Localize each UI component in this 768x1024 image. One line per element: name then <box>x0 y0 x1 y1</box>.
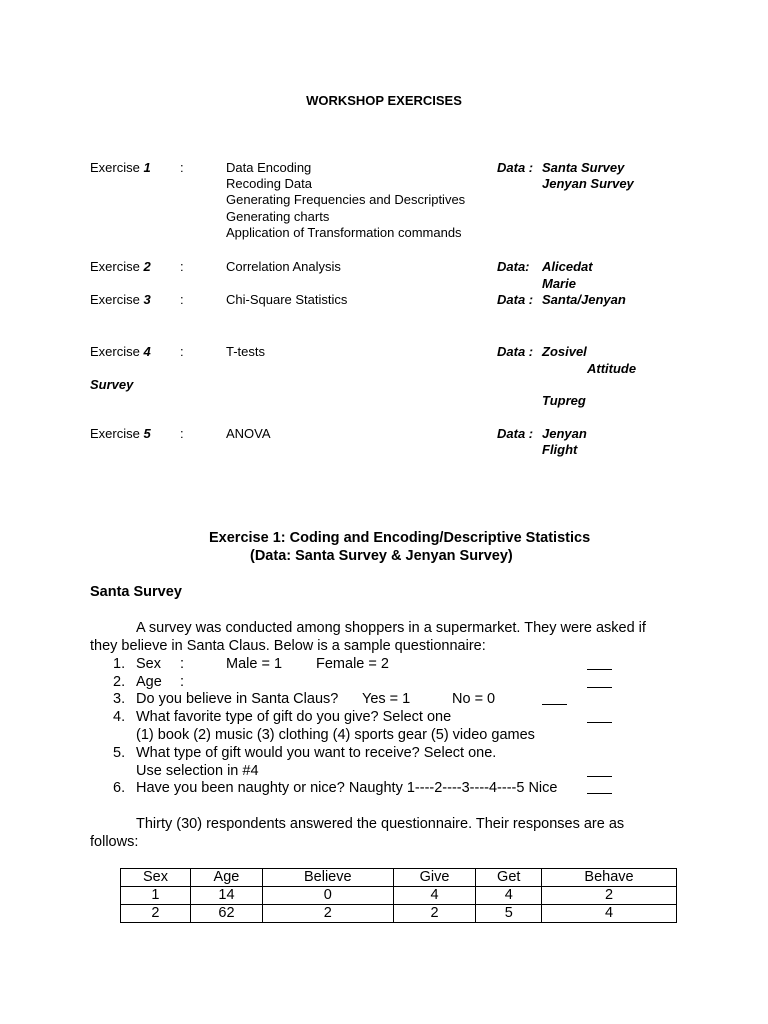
exercise-1-topic: Recoding Data <box>226 176 312 191</box>
table-cell: 1 <box>121 887 191 905</box>
exercise-1-colon: : <box>180 160 184 175</box>
responses-paragraph-line: follows: <box>90 834 139 850</box>
table-cell: 62 <box>190 905 262 923</box>
exercise-5-data: Flight <box>542 442 578 457</box>
table-cell: 5 <box>476 905 542 923</box>
question-option: No = 0 <box>452 691 496 707</box>
responses-table <box>120 868 677 923</box>
survey-title: Santa Survey <box>90 584 182 600</box>
table-cell: 0 <box>263 887 394 905</box>
question-option: Male = 1 <box>226 656 283 672</box>
question-number: 3. <box>113 691 126 707</box>
question-text: : <box>180 656 185 672</box>
table-cell: 14 <box>190 887 262 905</box>
question-option: Yes = 1 <box>362 691 411 707</box>
exercise-1-data: Jenyan Survey <box>542 176 634 191</box>
exercise-2-data: Marie <box>542 276 576 291</box>
column-header: Give <box>393 869 476 887</box>
table-cell: 2 <box>542 887 677 905</box>
exercise-2-colon: : <box>180 259 184 274</box>
exercise-3-colon: : <box>180 292 184 307</box>
question-text: What type of gift would you want to receive? Select one. <box>136 745 497 761</box>
answer-blank <box>587 710 612 723</box>
exercise-4-colon: : <box>180 344 184 359</box>
section-heading: Exercise 1: Coding and Encoding/Descriptive Statistics <box>209 530 591 546</box>
exercise-2-data: Alicedat <box>542 259 593 274</box>
table-header-row <box>121 869 677 887</box>
column-header: Behave <box>542 869 677 887</box>
question-text: Have you been naughty or nice? Naughty 1----2----3----4----5 Nice <box>136 780 558 796</box>
question-number: 5. <box>113 745 126 761</box>
exercise-4-data: Survey <box>90 377 134 392</box>
question-text: Sex <box>136 656 161 672</box>
answer-blank <box>587 764 612 777</box>
table-cell: 2 <box>393 905 476 923</box>
exercise-2-topic: Correlation Analysis <box>226 259 341 274</box>
exercise-4-data: Attitude <box>587 361 637 376</box>
exercise-2-data-label: Data: <box>497 259 530 274</box>
table-cell: 2 <box>121 905 191 923</box>
exercise-3-data-label: Data : <box>497 292 534 307</box>
question-number: 6. <box>113 780 126 796</box>
question-text: Do you believe in Santa Claus? <box>136 691 339 707</box>
exercise-5-topic: ANOVA <box>226 426 271 441</box>
exercise-3-topic: Chi-Square Statistics <box>226 292 348 307</box>
table-cell: 4 <box>393 887 476 905</box>
exercise-3-data: Santa/Jenyan <box>542 292 626 307</box>
question-number: 2. <box>113 674 126 690</box>
answer-blank <box>587 781 612 794</box>
intro-paragraph-line: they believe in Santa Claus. Below is a sample questionnaire: <box>90 638 486 654</box>
exercise-1-topic: Generating charts <box>226 209 330 224</box>
question-text: What favorite type of gift do you give? Select one <box>136 709 452 725</box>
table-cell: 4 <box>542 905 677 923</box>
table-cell: 2 <box>263 905 394 923</box>
exercise-4-data: Tupreg <box>542 393 586 408</box>
exercise-2-label: Exercise 2 <box>90 259 151 274</box>
exercise-4-topic: T-tests <box>226 344 266 359</box>
question-options: (1) book (2) music (3) clothing (4) sports gear (5) video games <box>136 727 535 743</box>
column-header: Sex <box>121 869 191 887</box>
question-text: Use selection in #4 <box>136 763 259 779</box>
exercise-5-label: Exercise 5 <box>90 426 151 441</box>
exercise-5-data-label: Data : <box>497 426 534 441</box>
table-cell: 4 <box>476 887 542 905</box>
exercise-4-data: Zosivel <box>542 344 587 359</box>
table-row <box>121 887 677 905</box>
exercise-5-colon: : <box>180 426 184 441</box>
answer-blank <box>542 692 567 705</box>
question-text: : <box>180 674 185 690</box>
exercise-3-label: Exercise 3 <box>90 292 151 307</box>
exercise-1-topic: Generating Frequencies and Descriptives <box>226 192 466 207</box>
column-header: Age <box>190 869 262 887</box>
responses-paragraph-line: Thirty (30) respondents answered the questionnaire. Their responses are as <box>136 816 625 832</box>
answer-blank <box>587 657 612 670</box>
table-row <box>121 905 677 923</box>
column-header: Get <box>476 869 542 887</box>
intro-paragraph-line: A survey was conducted among shoppers in a supermarket. They were asked if <box>136 620 646 636</box>
question-option: Female = 2 <box>316 656 389 672</box>
exercise-1-topic: Application of Transformation commands <box>226 225 462 240</box>
section-subheading: (Data: Santa Survey & Jenyan Survey) <box>250 548 513 564</box>
exercise-4-data-label: Data : <box>497 344 534 359</box>
column-header: Believe <box>263 869 394 887</box>
exercise-1-label: Exercise 1 <box>90 160 151 175</box>
question-number: 4. <box>113 709 126 725</box>
exercise-1-topic: Data Encoding <box>226 160 312 175</box>
answer-blank <box>587 675 612 688</box>
exercise-4-label: Exercise 4 <box>90 344 151 359</box>
exercise-1-data-label: Data : <box>497 160 534 175</box>
question-text: Age <box>136 674 162 690</box>
exercise-5-data: Jenyan <box>542 426 587 441</box>
page-title: WORKSHOP EXERCISES <box>306 93 462 108</box>
exercise-1-data: Santa Survey <box>542 160 625 175</box>
question-number: 1. <box>113 656 126 672</box>
